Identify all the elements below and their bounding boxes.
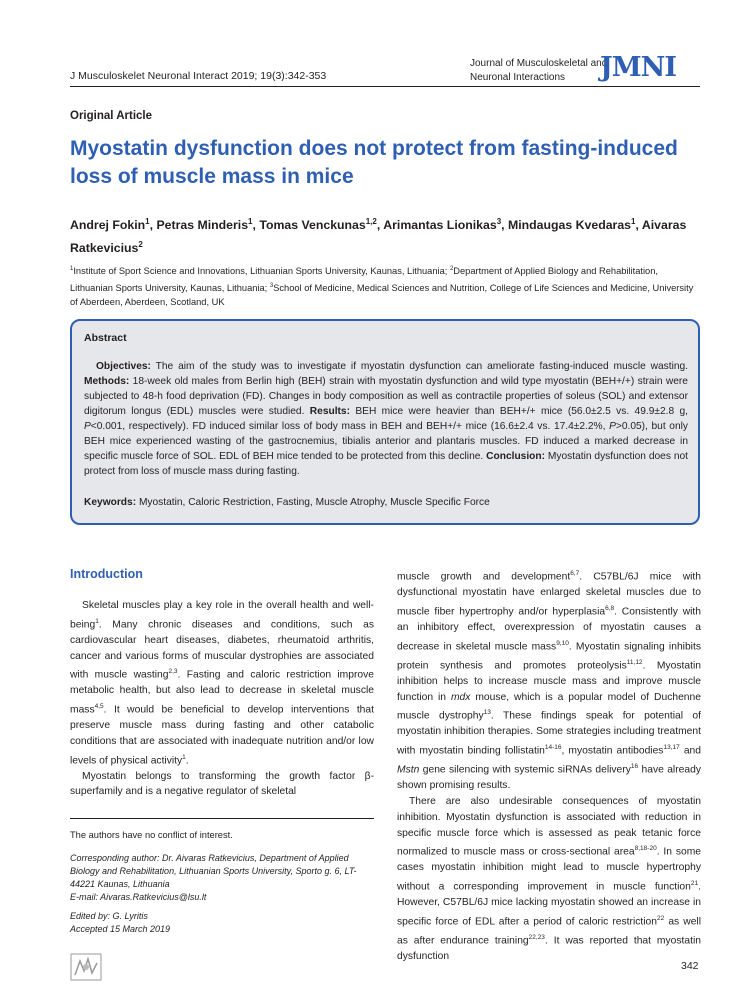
- author: Petras Minderis$^1$,: [156, 217, 260, 233]
- abstract-text: Objectives: The aim of the study was to investigate if myostatin dysfunction can ameliorate fasting-induced muscle wasting. Methods: 18-week old males from Berlin high (BEH) strain with myostatin dysfunction and wild type myostatin (BEH+/+) strain were subjected to 48-h food deprivation (FD). Changes in body composition as well as contractile properties of soleus (SOL) and extensor digitorum longus (EDL) muscles were studied. Results: BEH mice were heavier than BEH+/+ mice (56.0±2.5 vs. 49.9±2.8 g, P<0.001, respectively). FD induced similar loss of body mass in BEH and BEH+/+ mice (16.6±2.4 vs. 17.4±2.2%, P>0.05), but only BEH mice experienced wasting of the gastrocnemius, tibialis anterior and plantaris muscles. FD induced a marked decrease in specific muscle force of SOL. EDL of BEH mice tended to be protected from this decline. Conclusion: Myostatin dysfunction does not protect from loss of muscle mass during fasting.: [84, 361, 688, 477]
- abstract-heading: Abstract: [84, 332, 127, 344]
- affiliations: $^1$Institute of Sport Science and Innovations, Lithuanian Sports University, Kaunas, Lithuania; $^2$Department of Applied Biology and Rehabilitation, Lithuanian Sports University, Kaunas, Lithuania; $^3$School of Medicine, Medical Sciences and Nutrition, College of Life Sciences and Medicine, University of Aberdeen, Aberdeen, Scotland, UK: [70, 266, 694, 308]
- author-list: [70, 212, 710, 258]
- paragraph: There are also undesirable consequences of myostatin inhibition. Myostatin dysfunction is associated with reduction in specific muscle force which is assessed as peak tetanic force normalized to muscle mass or cross-sectional area$^{8,18-20}$. In some cases myostatin inhibition might lead to muscle hypertrophy without a corresponding improvement in muscle function$^{21}$. However, C57BL/6J mice lacking myostatin showed an increase in specific force of EDL after a period of caloric restriction$^{22}$ as well as after endurance training$^{22,23}$. It was reported that myostatin dysfunction: [397, 796, 701, 963]
- author-email: E-mail: Aivaras.Ratkevicius@lsu.lt: [70, 892, 207, 902]
- journal-name: Journal of Musculoskeletal and Neuronal Interactions: [470, 58, 608, 83]
- article-title: Myostatin dysfunction does not protect from fasting-induced loss of muscle mass in mice: [70, 137, 678, 188]
- keywords: Keywords: Myostatin, Caloric Restriction, Fasting, Muscle Atrophy, Muscle Specific Force: [84, 497, 490, 508]
- journal-logo: JMNI: [600, 52, 676, 83]
- body-column-right: [397, 566, 701, 965]
- author: Arimantas Lionikas$^3$,: [383, 217, 508, 233]
- body-column-left: [70, 598, 374, 800]
- conflict-statement: The authors have no conflict of interest.: [70, 830, 233, 840]
- corresponding-author: Corresponding author: Dr. Aivaras Ratkevicius, Department of Applied Biology and Rehabilitation, Lithuanian Sports University, Sporto g. 6, LT-44221 Kaunas, Lithuania E-mail: Aivaras.Ratkevicius@lsu.lt: [70, 853, 357, 902]
- author: Aivaras Ratkevicius$^2$: [70, 218, 687, 256]
- paragraph: Skeletal muscles play a key role in the overall health and well-being$^1$. Many chronic diseases and conditions, such as cardiovascular heart diseases, diabetes, rheumatoid arthritis, cancer and various forms of muscular dystrophies are associated with muscle wasting$^{2,3}$. Fasting and caloric restriction improve metabolic health, but also lead to decrease in skeletal muscle mass$^{4,5}$. It would be beneficial to develop interventions that preserve muscle mass during fasting and other catabolic conditions that are associated with inadequate nutrition and/or low levels of physical activity$^1$.: [70, 600, 374, 767]
- paragraph: muscle growth and development$^{6,7}$. C57BL/6J mice with dysfunctional myostatin have enlarged skeletal muscles due to muscle fiber hypertrophy and/or hyperplasia$^{6,8}$. Consistently with an inhibitory effect, overexpression of myostatin causes a decrease in skeletal muscle mass$^{9,10}$. Myostatin signaling inhibits protein synthesis and promotes proteolysis$^{11,12}$. Myostatin inhibition helps to increase muscle mass and improve muscle function in mdx mouse, which is a popular model of Duchenne muscle dystrophy$^{13}$. These findings speak for potential of myostatin inhibition therapies. Some strategies including treatment with myostatin binding follistatin$^{14-16}$, myostatin antibodies$^{13,17}$ and Mstn gene silencing with systemic siRNAs delivery$^{16}$ have already shown promising results.: [397, 570, 702, 792]
- header-divider: [70, 86, 700, 87]
- section-heading-introduction: Introduction: [70, 567, 143, 581]
- author: Tomas Venckunas$^{1,2}$,: [259, 217, 384, 233]
- article-type: Original Article: [70, 110, 153, 122]
- author: Mindaugas Kvedaras$^1$,: [508, 217, 642, 233]
- footnote-divider: [70, 818, 374, 819]
- author: Andrej Fokin$^1$,: [70, 217, 157, 233]
- publisher-emblem-icon: [70, 953, 102, 981]
- editorial-info: Edited by: G. Lyritis Accepted 15 March 2019: [70, 911, 171, 934]
- page-number: 342: [681, 960, 699, 972]
- journal-citation: J Musculoskelet Neuronal Interact 2019; 19(3):342-353: [70, 70, 327, 82]
- paragraph: Myostatin belongs to transforming the growth factor β-superfamily and is a negative regulator of skeletal: [70, 770, 374, 798]
